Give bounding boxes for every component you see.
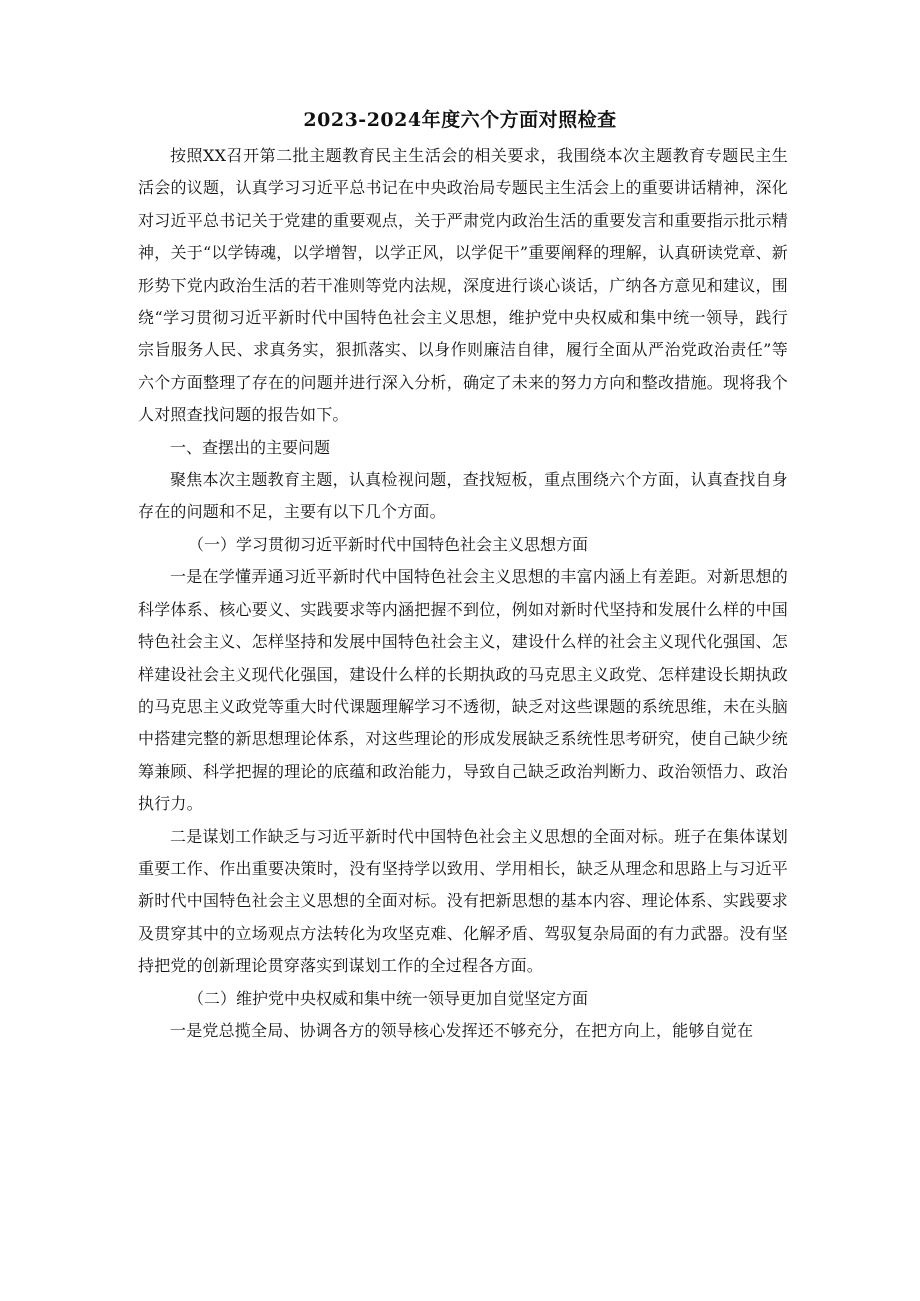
section-heading-1: 一、查摆出的主要问题 xyxy=(170,437,331,457)
body-paragraph-2: 二是谋划工作缺乏与习近平新时代中国特色社会主义思想的全面对标。班子在集体谋划重要工作、作出重要决策时，没有坚持学以致用、学用相长，缺乏从理念和思路上与习近平新时代中国特色社会主义思想的全面对标。没有把新思想的基本内容、理论体系、实践要求及贯穿其中的立场观点方法转化为攻坚克难、化解矛盾、驾驭复杂局面的有力武器。没有坚持把党的创新理论贯穿落实到谋划工作的全过程各方面。 xyxy=(138,826,788,976)
document-title: 2023-2024年度六个方面对照检查 xyxy=(303,109,617,131)
section-intro-paragraph: 聚焦本次主题教育主题，认真检视问题，查找短板，重点围绕六个方面，认真查找自身存在的问题和不足，主要有以下几个方面。 xyxy=(138,470,788,522)
intro-paragraph: 按照XX召开第二批主题教育民主生活会的相关要求，我围绕本次主题教育专题民主生活会的议题，认真学习习近平总书记在中央政治局专题民主生活会上的重要讲话精神，深化对习近平总书记关于党建的重要观点，关于严肃党内政治生活的重要发言和重要指示批示精神，关于“以学铸魂，以学增智，以学正风，以学促干”重要阐释的理解，认真研读党章、新形势下党内政治生活的若干准则等党内法规，深度进行谈心谈话，广纳各方意见和建议，围绕“学习贯彻习近平新时代中国特色社会主义思想，维护党中央权威和集中统一领导，践行宗旨服务人民、求真务实，狠抓落实、以身作则廉洁自律，履行全面从严治党政治责任”等六个方面整理了存在的问题并进行深入分析，确定了未来的努力方向和整改措施。现将我个人对照查找问题的报告如下。 xyxy=(138,146,788,425)
subsection-heading-2: （二）维护党中央权威和集中统一领导更加自觉坚定方面 xyxy=(188,988,589,1008)
subsection-heading-1: （一）学习贯彻习近平新时代中国特色社会主义思想方面 xyxy=(188,534,589,554)
body-paragraph-1: 一是在学懂弄通习近平新时代中国特色社会主义思想的丰富内涵上有差距。对新思想的科学体系、核心要义、实践要求等内涵把握不到位，例如对新时代坚持和发展什么样的中国特色社会主义、怎样坚持和发展中国特色社会主义，建设什么样的社会主义现代化强国、怎样建设社会主义现代化强国，建设什么样的长期执政的马克思主义政党、怎样建设长期执政的马克思主义政党等重大时代课题理解学习不透彻，缺乏对这些课题的系统思维，未在头脑中搭建完整的新思想理论体系，对这些理论的形成发展缺乏系统性思考研究，使自己缺少统筹兼顾、科学把握的理论的底蕴和政治能力，导致自己缺乏政治判断力、政治领悟力、政治执行力。 xyxy=(138,567,788,814)
document-body xyxy=(138,140,788,1047)
body-paragraph-3: 一是党总揽全局、协调各方的领导核心发挥还不够充分，在把方向上，能够自觉在 xyxy=(170,1020,754,1040)
